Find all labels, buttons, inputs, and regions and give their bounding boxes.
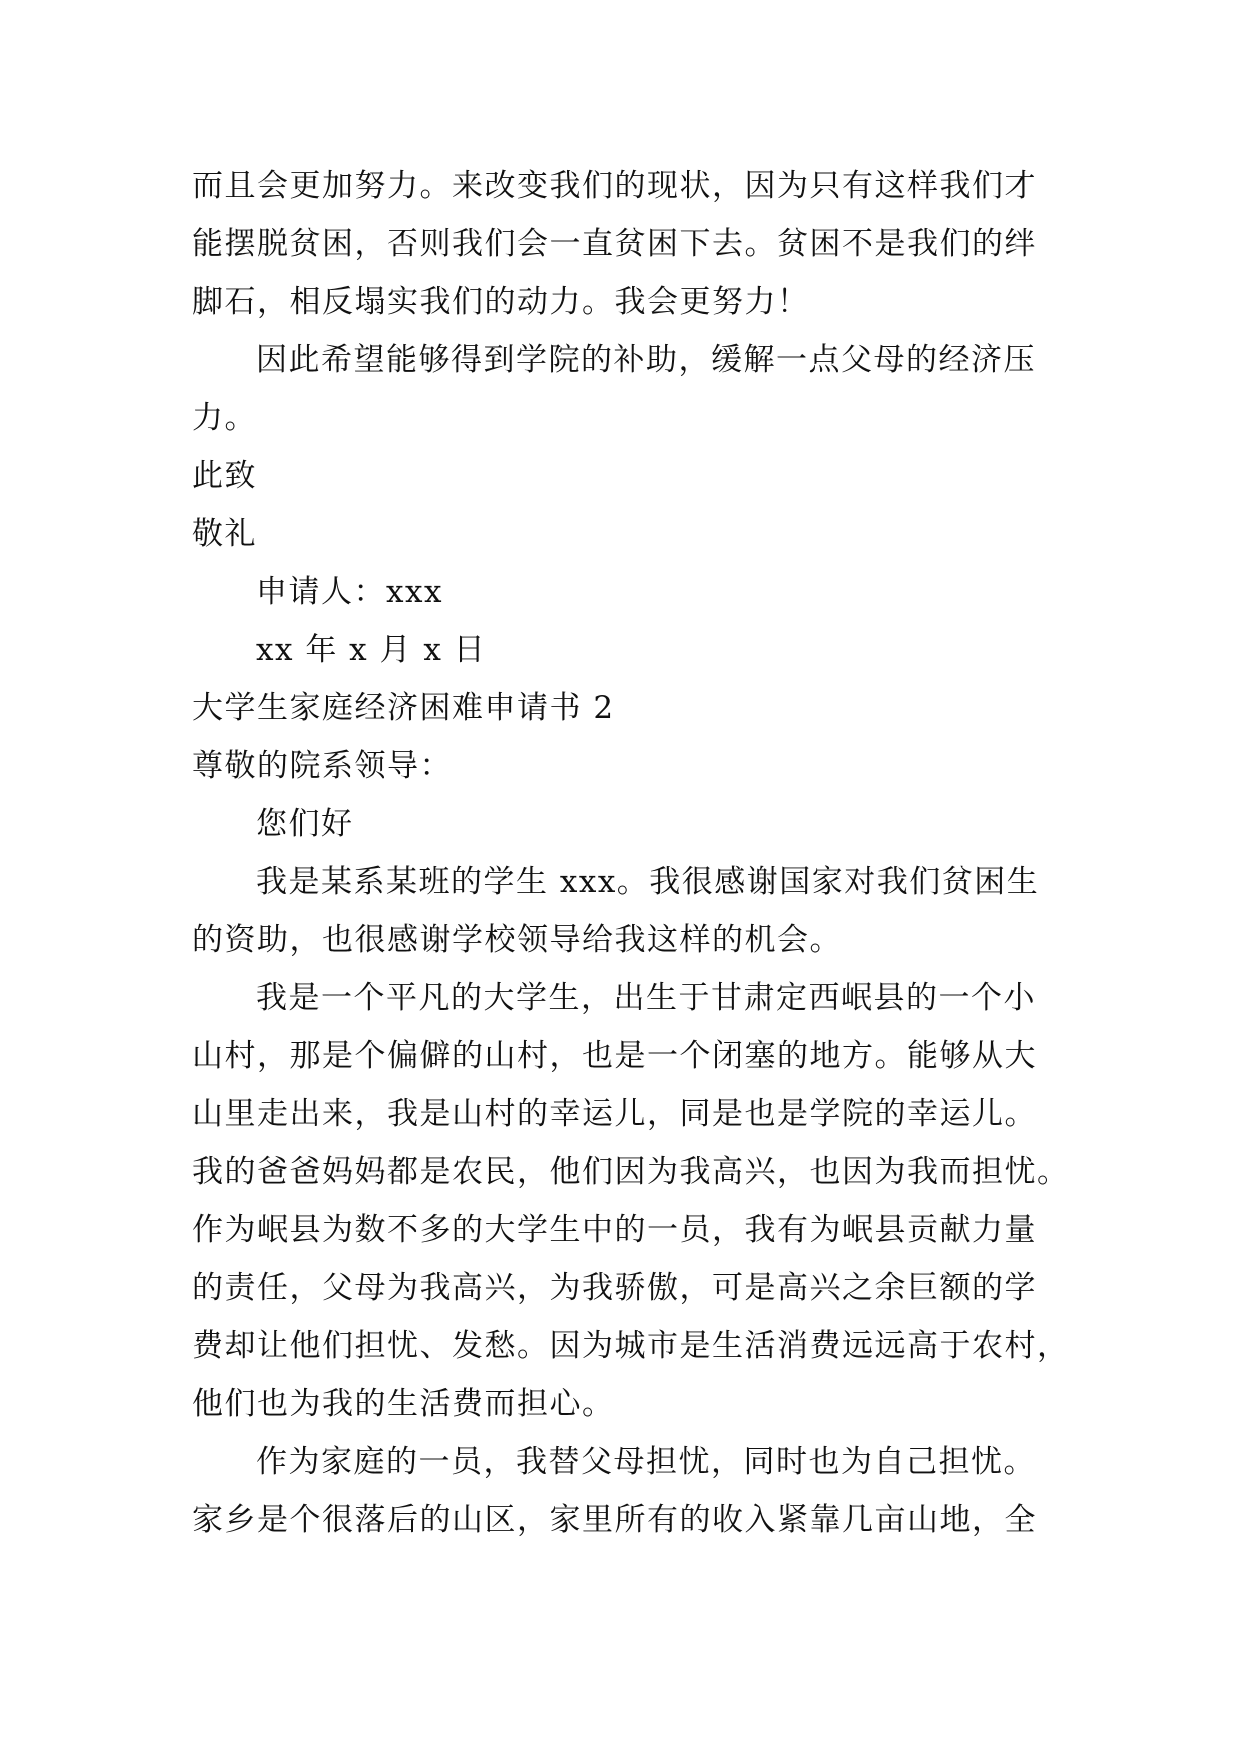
paragraph-line: 脚石，相反塌实我们的动力。我会更努力！ (192, 284, 810, 320)
applicant-line: 申请人：xxx (256, 574, 443, 610)
paragraph-line: 而且会更加努力。来改变我们的现状，因为只有这样我们才 (192, 168, 1037, 204)
paragraph-line: 家乡是个很落后的山区，家里所有的收入紧靠几亩山地，全 (192, 1502, 1037, 1538)
paragraph-line: 山里走出来，我是山村的幸运儿，同是也是学院的幸运儿。 (192, 1096, 1037, 1132)
closing-line: 此致 (192, 458, 257, 494)
paragraph-line: 作为家庭的一员，我替父母担忧，同时也为自己担忧。 (256, 1444, 1036, 1480)
paragraph-line: 的资助，也很感谢学校领导给我这样的机会。 (192, 922, 842, 958)
salutation-line: 尊敬的院系领导： (192, 748, 452, 784)
paragraph-line: 力。 (192, 400, 257, 436)
paragraph-line: 费却让他们担忧、发愁。因为城市是生活消费远远高于农村， (192, 1328, 1070, 1364)
section-title: 大学生家庭经济困难申请书 2 (192, 690, 615, 726)
paragraph-line: 山村，那是个偏僻的山村，也是一个闭塞的地方。能够从大 (192, 1038, 1037, 1074)
paragraph-line: 我是某系某班的学生 xxx。我很感谢国家对我们贫困生 (256, 864, 1040, 900)
paragraph-line: 作为岷县为数不多的大学生中的一员，我有为岷县贡献力量 (192, 1212, 1037, 1248)
paragraph-line: 的责任，父母为我高兴，为我骄傲，可是高兴之余巨额的学 (192, 1270, 1037, 1306)
paragraph-line: 他们也为我的生活费而担心。 (192, 1386, 615, 1422)
paragraph-line: 我是一个平凡的大学生，出生于甘肃定西岷县的一个小 (256, 980, 1036, 1016)
date-line: xx 年 x 月 x 日 (256, 632, 487, 668)
greeting-line: 您们好 (256, 806, 354, 842)
closing-line: 敬礼 (192, 516, 257, 552)
paragraph-line: 因此希望能够得到学院的补助，缓解一点父母的经济压 (256, 342, 1036, 378)
paragraph-line: 我的爸爸妈妈都是农民，他们因为我高兴，也因为我而担忧。 (192, 1154, 1070, 1190)
paragraph-line: 能摆脱贫困，否则我们会一直贫困下去。贫困不是我们的绊 (192, 226, 1037, 262)
